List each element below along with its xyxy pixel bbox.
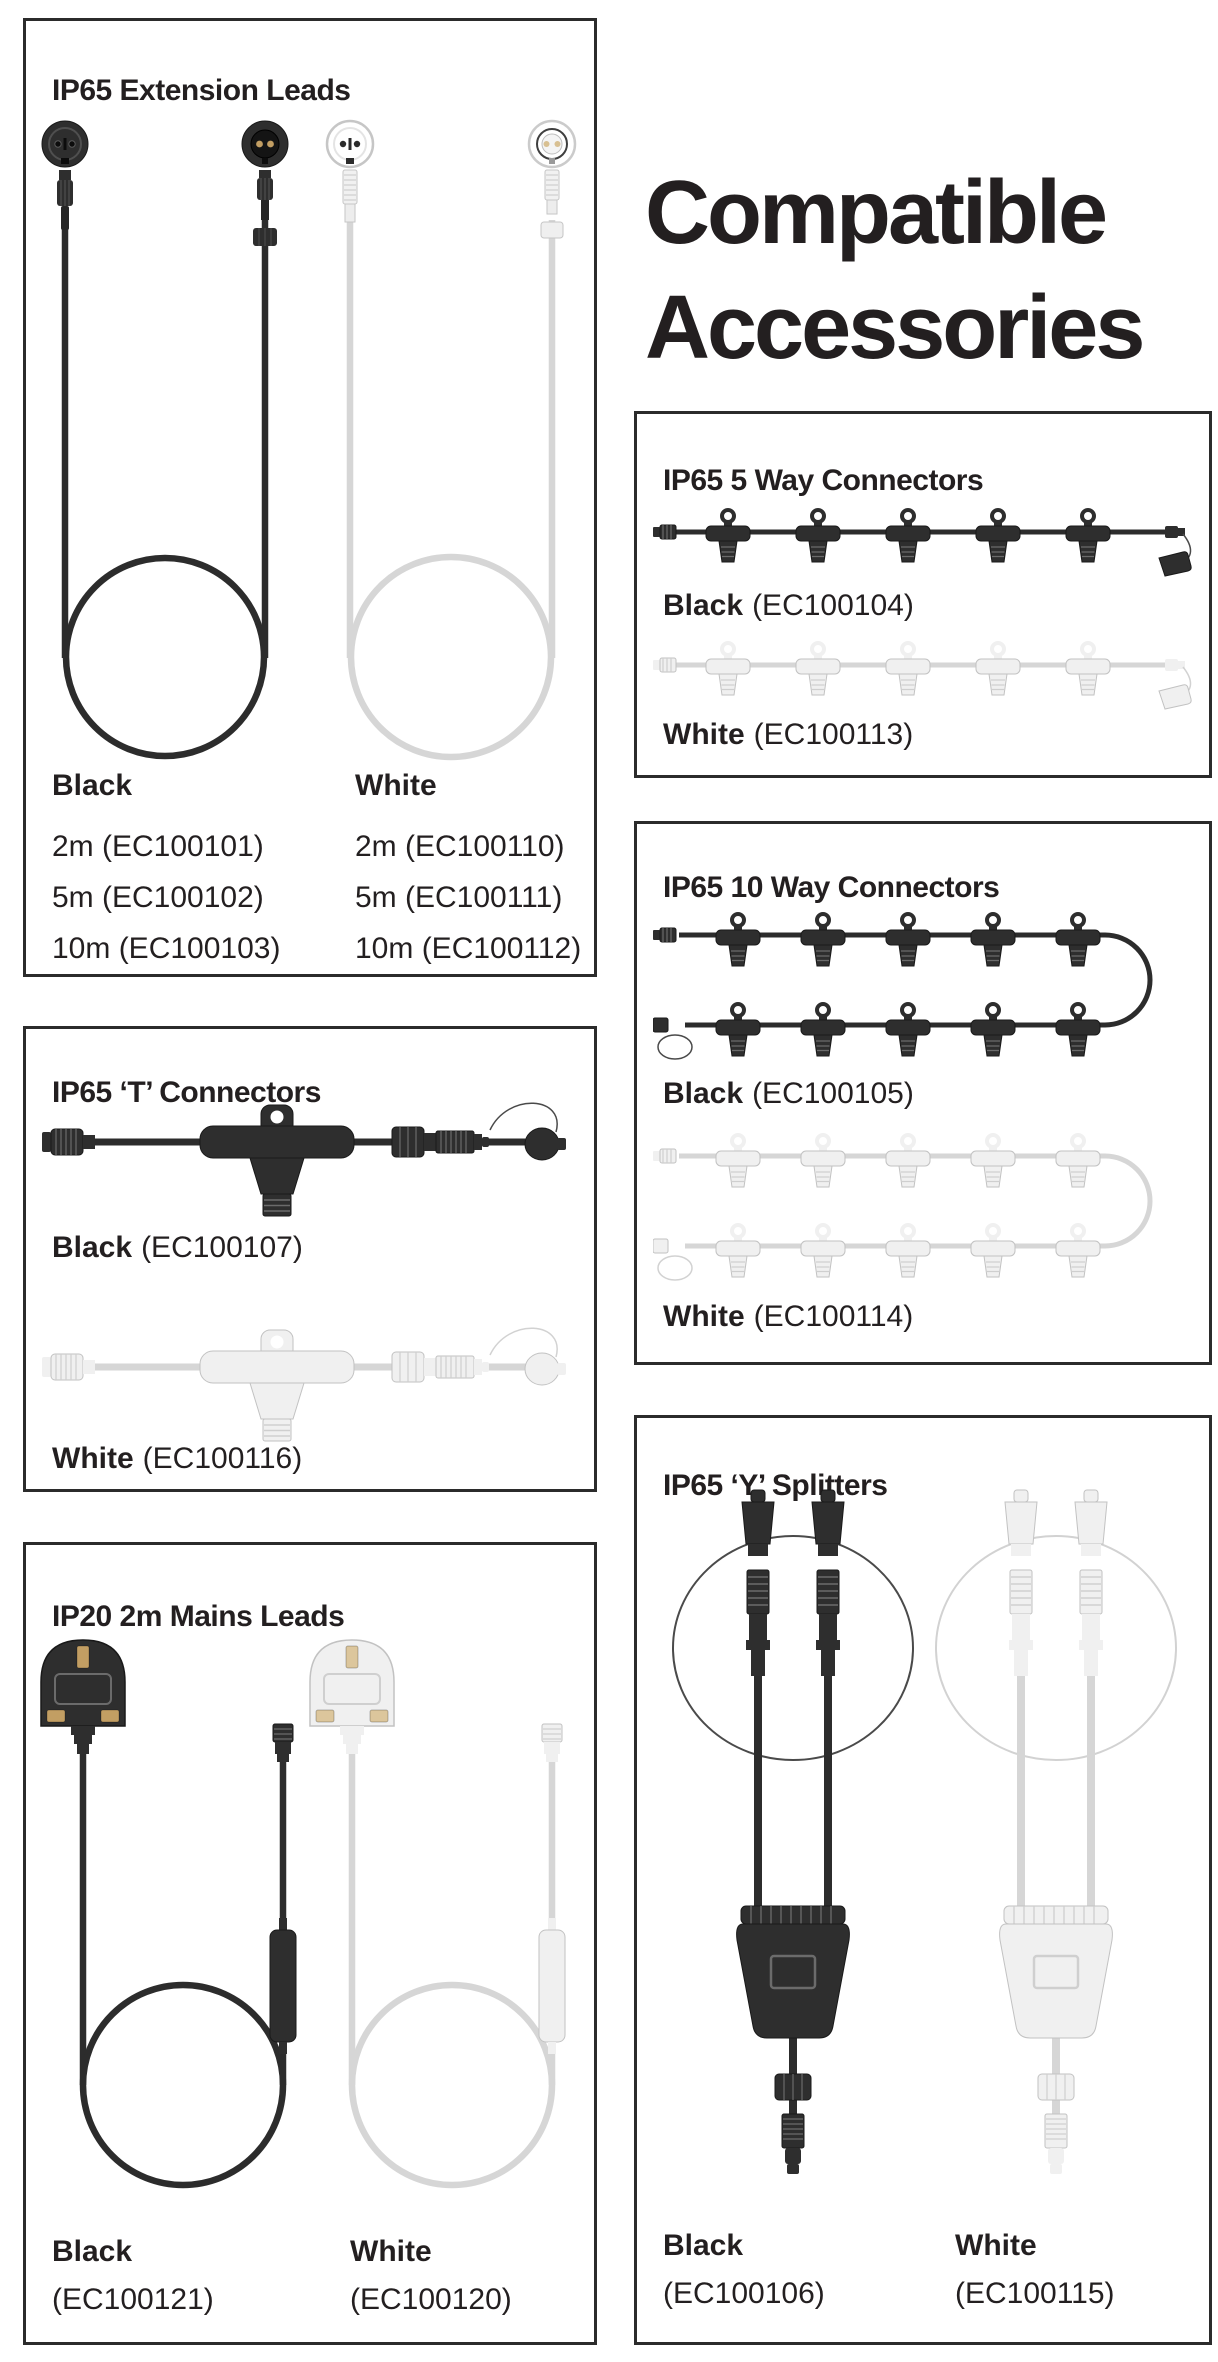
white-item-2m: 2m (EC100110) (355, 830, 565, 863)
panel-extension-leads (23, 18, 597, 977)
y-splitter-black-illustration (643, 1478, 943, 2178)
five-way-white-caption (663, 718, 913, 752)
mains-white-caption (350, 2228, 512, 2324)
five-way-black-caption (663, 589, 914, 623)
y-black-caption (663, 2222, 825, 2318)
black-label: Black (52, 2235, 133, 2268)
white-cable-nut (541, 222, 563, 238)
ten-way-string-black-illustration (653, 909, 1193, 1061)
five-way-string-white-illustration (653, 639, 1193, 713)
white-code: (EC100120) (350, 2283, 512, 2316)
white-code: (EC100114) (753, 1300, 914, 1333)
page-title (645, 156, 1205, 386)
white-code: (EC100115) (955, 2277, 1115, 2310)
white-label: White (663, 1300, 745, 1333)
black-plug-face-icon (242, 121, 288, 167)
y-white-caption (955, 2222, 1115, 2318)
mains-lead-white-illustration (302, 1630, 602, 2190)
five-way-title: IP65 5 Way Connectors (663, 463, 984, 497)
black-code: (EC100104) (752, 589, 914, 622)
t-connector-black-illustration (42, 1075, 582, 1214)
t-connectors-title: IP65 ‘T’ Connectors (52, 1075, 321, 1109)
ten-way-black-caption (663, 1077, 914, 1111)
extension-leads-white-list (355, 769, 581, 974)
black-label: Black (663, 589, 744, 622)
panel-ten-way-connectors (634, 821, 1212, 1365)
white-label: White (52, 1442, 134, 1475)
black-label: Black (663, 2229, 744, 2262)
t-connectors-black-caption (52, 1231, 303, 1265)
black-code: (EC100105) (752, 1077, 914, 1110)
white-code: (EC100116) (142, 1442, 303, 1475)
y-splitters-title: IP65 ‘Y’ Splitters (663, 1468, 888, 1502)
black-code: (EC100121) (52, 2283, 214, 2316)
black-socket-face-icon (42, 121, 88, 167)
black-label: Black (52, 769, 133, 802)
white-socket-face-icon (327, 121, 373, 167)
mains-black-caption (52, 2228, 214, 2324)
panel-y-splitters (634, 1415, 1212, 2345)
white-plug-face-icon (529, 121, 575, 167)
black-label: Black (52, 1231, 133, 1264)
page-title-line1: Compatible (645, 163, 1106, 264)
extension-leads-title: IP65 Extension Leads (52, 73, 351, 107)
five-way-string-black-illustration (653, 506, 1193, 580)
black-item-5m: 5m (EC100102) (52, 881, 264, 914)
black-code: (EC100107) (141, 1231, 303, 1264)
page-title-line2: Accessories (645, 278, 1143, 379)
white-label: White (663, 718, 745, 751)
white-item-10m: 10m (EC100112) (355, 932, 582, 965)
black-item-10m: 10m (EC100103) (52, 932, 281, 965)
white-label: White (355, 769, 437, 802)
extension-leads-illustration (26, 116, 600, 776)
ten-way-title: IP65 10 Way Connectors (663, 870, 1000, 904)
t-connector-white-illustration (42, 1303, 582, 1439)
mains-lead-black-illustration (33, 1630, 333, 2190)
panel-five-way-connectors (634, 411, 1212, 778)
ten-way-string-white-illustration (653, 1130, 1193, 1282)
white-label: White (350, 2235, 432, 2268)
black-code: (EC100106) (663, 2277, 825, 2310)
extension-leads-black-list (52, 769, 280, 974)
white-cable-coil (351, 557, 551, 757)
ten-way-white-caption (663, 1300, 913, 1334)
white-item-5m: 5m (EC100111) (355, 881, 563, 914)
t-connectors-white-caption (52, 1442, 302, 1476)
white-code: (EC100113) (753, 718, 914, 751)
panel-t-connectors (23, 1026, 597, 1492)
white-label: White (955, 2229, 1037, 2262)
mains-leads-title: IP20 2m Mains Leads (52, 1599, 345, 1633)
y-splitter-white-illustration (906, 1478, 1206, 2178)
black-cable-coil (66, 558, 264, 756)
panel-mains-leads (23, 1542, 597, 2345)
black-label: Black (663, 1077, 744, 1110)
black-item-2m: 2m (EC100101) (52, 830, 264, 863)
